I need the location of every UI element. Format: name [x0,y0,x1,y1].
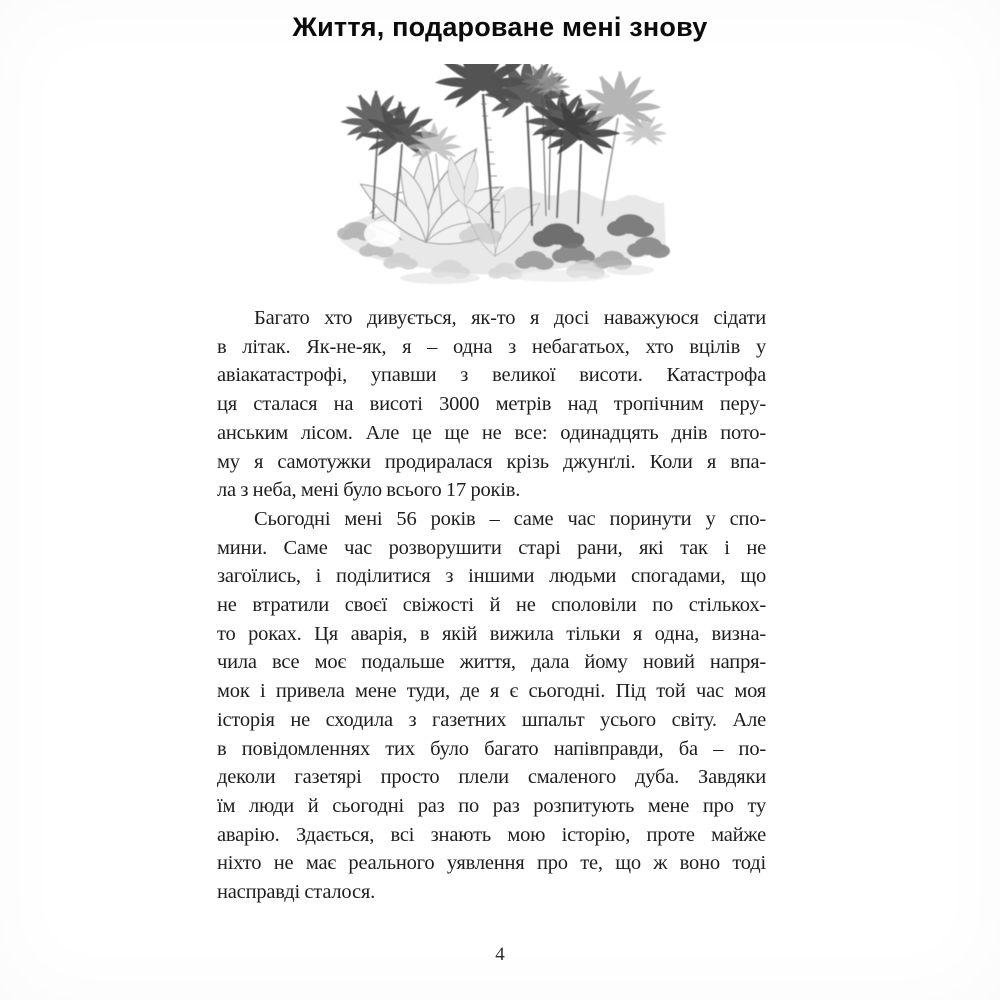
text-line: їм люди й сьогодні раз по раз розпитують мене про ту [217,794,766,817]
text-line: Сьогодні мені 56 років – саме час поринути у спо- [254,507,766,530]
text-line: анським лісом. Але це ще не все: одинадцять днів пото- [217,421,766,444]
text-line: історія не сходила з газетних шпальт усього світу. Але [217,708,766,731]
text-line: Багато хто дивується, як-то я досі наважуюся сідати [254,307,766,329]
text-line: аварію. Здається, всі знають мою історію, проте майже [217,823,766,846]
text-line: ця сталася на висоті 3000 метрів над тропічним перу- [217,393,766,416]
text-line: ла з неба, мені було всього 17 років. [217,479,521,502]
text-line: в літак. Як-не-як, я – одна з небагатьох, хто вцілів у [217,335,766,358]
text-line: насправді сталося. [217,881,376,904]
text-line: деколи газетярі просто плели смаленого дуба. Завдяки [217,766,766,789]
text-line: авіакатастрофі, упавши з великої висоти. Катастрофа [217,364,766,387]
page-number: 4 [495,944,505,965]
jungle-illustration [330,64,675,296]
text-line: мок і привела мене туди, де я є сьогодні. Під той час моя [217,680,766,703]
text-line: мини. Саме час розворушити старі рани, які так і не [217,536,766,559]
body-text [217,304,766,907]
text-line: ніхто не має реального уявлення про те, що ж воно тоді [217,852,766,875]
text-line: загоїлись, і поділитися з іншими людьми спогадами, що [217,565,766,588]
palm-trees-sketch-image [330,64,675,296]
chapter-title: Життя, подароване мені знову [292,12,708,42]
text-line: в повідомленнях тих було багато напівправди, ба – по- [217,737,766,760]
text-line: му я самотужки продиралася крізь джунґлі. Коли я впа- [217,450,766,473]
text-line: чила все моє подальше життя, дала йому новий напря- [217,651,766,674]
text-line: не втратили своєї свіжості й не споловіли по стількох- [217,594,766,617]
text-line: то роках. Ця аварія, в якій вижила тільки я одна, визна- [217,622,766,645]
